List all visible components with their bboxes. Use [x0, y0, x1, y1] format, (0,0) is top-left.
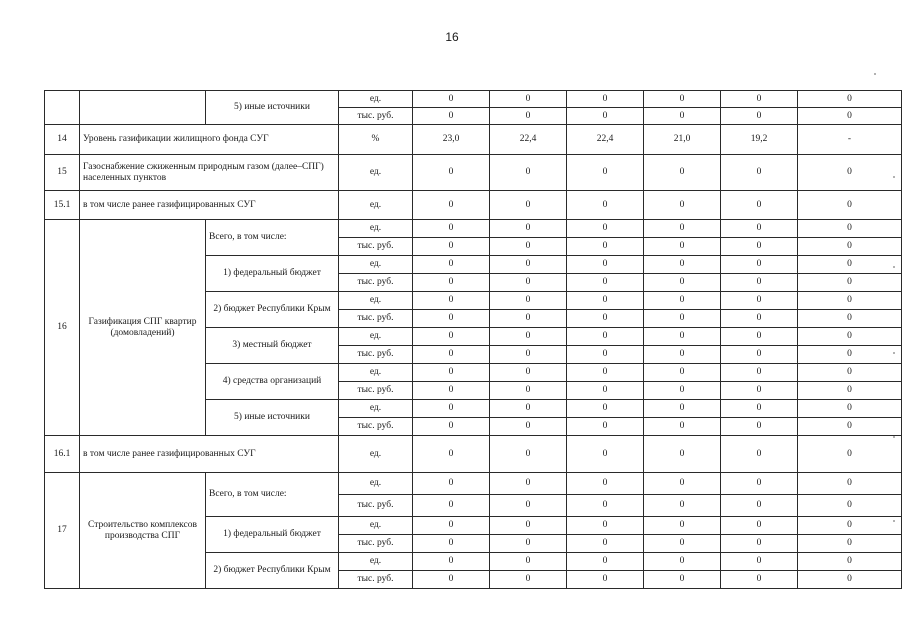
unit-cell: тыс. руб.	[339, 238, 413, 256]
value-cell: 0	[567, 292, 644, 310]
funding-source-label: Всего, в том числе:	[206, 473, 339, 517]
value-cell: 0	[721, 571, 798, 589]
value-cell: 0	[721, 553, 798, 571]
unit-cell: тыс. руб.	[339, 495, 413, 517]
value-cell: 0	[798, 256, 902, 274]
value-cell: 22,4	[567, 125, 644, 155]
value-cell: 0	[413, 418, 490, 436]
value-cell: 0	[644, 346, 721, 364]
value-cell: 0	[567, 382, 644, 400]
value-cell: 0	[490, 517, 567, 535]
value-cell: 0	[490, 436, 567, 473]
value-cell: 0	[490, 220, 567, 238]
value-cell: 0	[798, 108, 902, 125]
unit-cell: тыс. руб.	[339, 418, 413, 436]
value-cell: 0	[413, 571, 490, 589]
indicator-name-cell: Газификация СПГ квартир (домовладений)	[80, 220, 206, 436]
value-cell: 0	[721, 91, 798, 108]
value-cell: 0	[413, 292, 490, 310]
value-cell: 0	[413, 274, 490, 292]
value-cell: 0	[644, 91, 721, 108]
indicator-name-cell: Газоснабжение сжиженным природным газом (далее–СПГ) населенных пунктов	[80, 155, 339, 191]
value-cell: 0	[798, 553, 902, 571]
funding-source-label: 1) федеральный бюджет	[206, 517, 339, 553]
value-cell: 0	[567, 535, 644, 553]
value-cell: 22,4	[490, 125, 567, 155]
value-cell: 0	[413, 220, 490, 238]
value-cell: 0	[644, 292, 721, 310]
value-cell: 0	[567, 436, 644, 473]
value-cell: 0	[644, 238, 721, 256]
value-cell: 0	[490, 553, 567, 571]
value-cell: 0	[721, 436, 798, 473]
unit-cell: ед.	[339, 191, 413, 220]
value-cell: 0	[567, 108, 644, 125]
value-cell: 23,0	[413, 125, 490, 155]
unit-cell: ед.	[339, 155, 413, 191]
value-cell: 0	[567, 155, 644, 191]
value-cell: 0	[490, 400, 567, 418]
value-cell: 0	[798, 310, 902, 328]
indicator-name-cell: Строительство комплексов производства СПГ	[80, 473, 206, 589]
value-cell: 21,0	[644, 125, 721, 155]
table-row	[45, 91, 902, 108]
value-cell: 0	[644, 418, 721, 436]
value-cell: 0	[721, 155, 798, 191]
value-cell: 0	[413, 346, 490, 364]
value-cell: 0	[413, 400, 490, 418]
value-cell: 19,2	[721, 125, 798, 155]
value-cell: 0	[490, 571, 567, 589]
value-cell: 0	[721, 191, 798, 220]
unit-cell: тыс. руб.	[339, 346, 413, 364]
row-number-cell: 17	[45, 473, 80, 589]
unit-cell: %	[339, 125, 413, 155]
value-cell: 0	[413, 495, 490, 517]
value-cell: 0	[644, 108, 721, 125]
value-cell: 0	[644, 155, 721, 191]
value-cell: 0	[721, 108, 798, 125]
value-cell: 0	[567, 418, 644, 436]
funding-source-label: 1) федеральный бюджет	[206, 256, 339, 292]
value-cell: 0	[490, 364, 567, 382]
value-cell: 0	[644, 274, 721, 292]
value-cell: 0	[798, 473, 902, 495]
value-cell: 0	[567, 517, 644, 535]
unit-cell: ед.	[339, 553, 413, 571]
value-cell: 0	[798, 346, 902, 364]
value-cell: 0	[798, 238, 902, 256]
value-cell: 0	[644, 191, 721, 220]
value-cell: 0	[721, 418, 798, 436]
value-cell: 0	[413, 535, 490, 553]
row-number-cell	[45, 91, 80, 125]
value-cell: 0	[567, 571, 644, 589]
value-cell: 0	[567, 274, 644, 292]
unit-cell: ед.	[339, 436, 413, 473]
value-cell: 0	[567, 364, 644, 382]
table-row	[45, 125, 902, 155]
funding-source-label: 5) иные источники	[206, 91, 339, 125]
indicator-name-cell: в том числе ранее газифицированных СУГ	[80, 436, 339, 473]
value-cell: 0	[567, 310, 644, 328]
value-cell: 0	[798, 91, 902, 108]
value-cell: 0	[490, 155, 567, 191]
value-cell: 0	[721, 364, 798, 382]
value-cell: 0	[490, 91, 567, 108]
row-number-cell: 16.1	[45, 436, 80, 473]
scan-speck	[893, 266, 895, 268]
value-cell: 0	[721, 292, 798, 310]
value-cell: 0	[490, 473, 567, 495]
value-cell: 0	[721, 517, 798, 535]
value-cell: 0	[798, 191, 902, 220]
value-cell: 0	[567, 191, 644, 220]
value-cell: 0	[413, 473, 490, 495]
row-number-cell: 15	[45, 155, 80, 191]
value-cell: 0	[490, 328, 567, 346]
value-cell: 0	[567, 238, 644, 256]
value-cell: 0	[413, 382, 490, 400]
value-cell: 0	[721, 535, 798, 553]
unit-cell: тыс. руб.	[339, 108, 413, 125]
value-cell: 0	[413, 328, 490, 346]
value-cell: 0	[721, 382, 798, 400]
table-row	[45, 220, 902, 238]
value-cell: 0	[721, 495, 798, 517]
row-number-cell: 14	[45, 125, 80, 155]
table-row	[45, 436, 902, 473]
value-cell: 0	[413, 553, 490, 571]
value-cell: 0	[413, 364, 490, 382]
value-cell: 0	[413, 256, 490, 274]
unit-cell: ед.	[339, 517, 413, 535]
unit-cell: ед.	[339, 328, 413, 346]
unit-cell: ед.	[339, 91, 413, 108]
value-cell: 0	[490, 191, 567, 220]
value-cell: 0	[798, 274, 902, 292]
value-cell: 0	[721, 220, 798, 238]
unit-cell: тыс. руб.	[339, 571, 413, 589]
value-cell: 0	[490, 535, 567, 553]
value-cell: 0	[644, 571, 721, 589]
value-cell: 0	[644, 364, 721, 382]
value-cell: 0	[644, 220, 721, 238]
indicator-name-cell: Уровень газификации жилищного фонда СУГ	[80, 125, 339, 155]
value-cell: 0	[490, 310, 567, 328]
scan-speck	[893, 176, 895, 178]
funding-source-label: 5) иные источники	[206, 400, 339, 436]
scan-speck	[893, 520, 895, 522]
indicator-name-cell	[80, 91, 206, 125]
table-row	[45, 473, 902, 495]
value-cell: 0	[798, 400, 902, 418]
value-cell: 0	[644, 535, 721, 553]
unit-cell: ед.	[339, 364, 413, 382]
row-number-cell: 15.1	[45, 191, 80, 220]
value-cell: 0	[721, 328, 798, 346]
value-cell: 0	[567, 256, 644, 274]
indicator-name-cell: в том числе ранее газифицированных СУГ	[80, 191, 339, 220]
value-cell: 0	[644, 382, 721, 400]
value-cell: 0	[490, 274, 567, 292]
funding-source-label: 2) бюджет Республики Крым	[206, 292, 339, 328]
value-cell: 0	[413, 310, 490, 328]
unit-cell: ед.	[339, 400, 413, 418]
unit-cell: ед.	[339, 292, 413, 310]
value-cell: 0	[721, 274, 798, 292]
value-cell: 0	[413, 238, 490, 256]
unit-cell: ед.	[339, 220, 413, 238]
value-cell: 0	[798, 495, 902, 517]
value-cell: 0	[413, 517, 490, 535]
value-cell: 0	[490, 346, 567, 364]
value-cell: 0	[490, 292, 567, 310]
value-cell: 0	[567, 220, 644, 238]
value-cell: 0	[413, 108, 490, 125]
value-cell: 0	[567, 553, 644, 571]
value-cell: 0	[413, 191, 490, 220]
value-cell: 0	[644, 495, 721, 517]
value-cell: 0	[798, 328, 902, 346]
value-cell: 0	[644, 553, 721, 571]
value-cell: 0	[798, 220, 902, 238]
value-cell: 0	[644, 310, 721, 328]
value-cell: 0	[798, 292, 902, 310]
value-cell: -	[798, 125, 902, 155]
value-cell: 0	[721, 256, 798, 274]
value-cell: 0	[490, 238, 567, 256]
unit-cell: тыс. руб.	[339, 274, 413, 292]
value-cell: 0	[798, 382, 902, 400]
value-cell: 0	[798, 436, 902, 473]
value-cell: 0	[721, 238, 798, 256]
value-cell: 0	[644, 256, 721, 274]
value-cell: 0	[798, 364, 902, 382]
value-cell: 0	[567, 346, 644, 364]
funding-source-label: 3) местный бюджет	[206, 328, 339, 364]
value-cell: 0	[413, 155, 490, 191]
value-cell: 0	[644, 473, 721, 495]
scan-speck	[893, 352, 895, 354]
value-cell: 0	[567, 91, 644, 108]
value-cell: 0	[798, 155, 902, 191]
scan-speck	[874, 73, 876, 75]
unit-cell: тыс. руб.	[339, 382, 413, 400]
value-cell: 0	[798, 535, 902, 553]
value-cell: 0	[413, 91, 490, 108]
value-cell: 0	[644, 436, 721, 473]
value-cell: 0	[644, 517, 721, 535]
value-cell: 0	[490, 382, 567, 400]
value-cell: 0	[721, 346, 798, 364]
unit-cell: ед.	[339, 256, 413, 274]
value-cell: 0	[721, 400, 798, 418]
value-cell: 0	[490, 108, 567, 125]
value-cell: 0	[490, 256, 567, 274]
value-cell: 0	[567, 328, 644, 346]
value-cell: 0	[798, 418, 902, 436]
table-row	[45, 155, 902, 191]
funding-source-label: Всего, в том числе:	[206, 220, 339, 256]
value-cell: 0	[490, 418, 567, 436]
value-cell: 0	[567, 495, 644, 517]
value-cell: 0	[798, 571, 902, 589]
report-table	[44, 90, 902, 589]
value-cell: 0	[798, 517, 902, 535]
value-cell: 0	[721, 310, 798, 328]
funding-source-label: 4) средства организаций	[206, 364, 339, 400]
value-cell: 0	[490, 495, 567, 517]
unit-cell: тыс. руб.	[339, 310, 413, 328]
funding-source-label: 2) бюджет Республики Крым	[206, 553, 339, 589]
row-number-cell: 16	[45, 220, 80, 436]
unit-cell: ед.	[339, 473, 413, 495]
page-number: 16	[445, 30, 459, 44]
value-cell: 0	[567, 473, 644, 495]
unit-cell: тыс. руб.	[339, 535, 413, 553]
value-cell: 0	[413, 436, 490, 473]
value-cell: 0	[567, 400, 644, 418]
value-cell: 0	[644, 328, 721, 346]
value-cell: 0	[721, 473, 798, 495]
table-row	[45, 191, 902, 220]
scan-speck	[893, 436, 895, 438]
value-cell: 0	[644, 400, 721, 418]
